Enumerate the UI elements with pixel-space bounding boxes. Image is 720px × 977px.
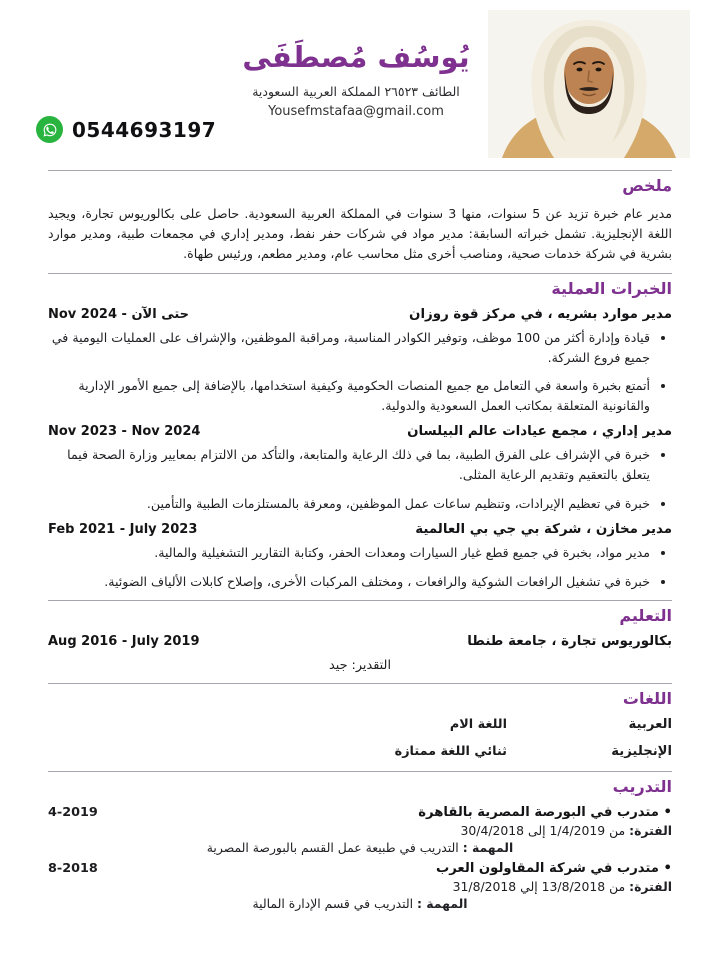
summary-text: مدير عام خبرة تزيد عن 5 سنوات، منها 3 سنوات في المملكة العربية السعودية. حاصل على بكالوريوس تجارة، ويجيد اللغة الإنجليزية. تشمل خبراته السابقة: مدير مواد في شركات حفر نفط، ومدير إداري في مجمعات طبية، ومدير موارد بشرية في شركة خدمات صحية، ومناصب أخرى مثل محاسب عام، ومدير مطعم، ورئيس طهاة. [48, 206, 672, 262]
job-entry [48, 307, 672, 415]
phone-contact[interactable] [36, 116, 216, 143]
degree-title: بكالوريوس تجارة ، جامعة طنطا [467, 634, 672, 650]
job-dates: Feb 2021 - July 2023 [48, 522, 198, 538]
period-value: من 1/4/2019 إلى 30/4/2018 [460, 823, 626, 839]
training-period [48, 879, 672, 894]
training-item [48, 861, 672, 911]
section-summary [48, 170, 672, 264]
job-title: مدير إداري ، مجمع عيادات عالم البيلسان [407, 424, 672, 440]
task-value: التدريب في قسم الإدارة المالية [252, 896, 414, 912]
training-heading: التدريب [612, 777, 672, 797]
training-header [48, 861, 672, 876]
language-row [48, 744, 672, 759]
resume-header [0, 0, 720, 170]
job-header [48, 522, 672, 537]
training-task [48, 896, 672, 911]
languages-heading: اللغات [622, 689, 672, 709]
job-dates: Nov 2023 - Nov 2024 [48, 424, 201, 440]
language-level: ثنائي اللغة ممتازة [394, 744, 507, 760]
job-bullet: • خبرة في الإشراف على الفرق الطبية، بما في ذلك الرعاية والمتابعة، والتأكد من الالتزام بمعايير وزارة الصحة فيما يتعلق بالتعقيم وتقديم الرعاية المثلى. [48, 445, 650, 484]
training-title: • متدرب في شركة المقاولون العرب [436, 861, 672, 876]
identity-block [236, 40, 476, 119]
job-bullet-list [48, 439, 672, 513]
job-bullet-list [48, 537, 672, 591]
job-bullet: • قيادة وإدارة أكثر من 100 موظف، وتوفير الكوادر المناسبة، ومراقبة الموظفين، والإشراف على العمليات اليومية في جميع فروع الشركة. [48, 328, 650, 367]
training-period [48, 823, 672, 838]
person-name: يُوسُف مُصطَفَى [242, 40, 470, 74]
job-bullet-list [48, 322, 672, 415]
job-bullet: • خبرة في تعظيم الإيرادات، وتنظيم ساعات عمل الموظفين، ومعرفة بالمستلزمات الطبية والتأمين. [48, 494, 650, 514]
language-level: اللغة الام [449, 717, 507, 733]
training-date: 8-2018 [48, 861, 98, 877]
section-experience [48, 273, 672, 591]
training-header [48, 805, 672, 820]
section-languages [48, 683, 672, 759]
resume-body [0, 170, 720, 911]
language-row [48, 717, 672, 732]
profile-photo [488, 10, 690, 158]
education-heading: التعليم [619, 606, 672, 626]
training-date: 4-2019 [48, 805, 98, 821]
education-dates: Aug 2016 - July 2019 [48, 634, 200, 650]
summary-heading: ملخص [622, 176, 672, 195]
education-grade: التقدير: جيد [329, 658, 391, 674]
email-address[interactable]: Yousefmstafaa@gmail.com [268, 103, 444, 119]
phone-number: 0544693197 [72, 117, 217, 142]
language-name: الإنجليزية [611, 744, 672, 760]
period-label: الفترة: [629, 823, 672, 839]
job-title: مدير موارد بشريه ، في مركز قوة روزان [409, 307, 672, 323]
job-bullet: • خبرة في تشغيل الرافعات الشوكية والرافعات ، ومختلف المركبات الأخرى، وإصلاح كابلات الألياف الضوئية. [48, 572, 650, 592]
job-header [48, 424, 672, 439]
job-bullet: • مدير مواد، بخبرة في جميع قطع غيار السيارات ومعدات الحفر، وكتابة التقارير التشغيلية والمالية. [48, 543, 650, 563]
section-training [48, 771, 672, 911]
period-label: الفترة: [629, 879, 672, 895]
education-header [48, 634, 672, 649]
job-title: مدير مخازن ، شركة بي جي بي العالمية [415, 522, 672, 538]
experience-heading: الخبرات العملية [551, 279, 672, 299]
job-header [48, 307, 672, 322]
training-title: • متدرب في البورصة المصرية بالقاهرة [418, 805, 672, 820]
job-dates: Nov 2024 - حتى الآن [48, 307, 190, 323]
whatsapp-icon [36, 116, 63, 143]
language-name: العربية [628, 717, 672, 733]
task-label: المهمة : [462, 840, 514, 856]
address-line: الطائف ٢٦٥٢٣ المملكة العربية السعودية [252, 83, 460, 99]
job-entry [48, 522, 672, 591]
training-item [48, 805, 672, 855]
job-bullet: • أتمتع بخبرة واسعة في التعامل مع جميع المنصات الحكومية وكيفية استخدامها، بالإضافة إلى جميع الأمور الإدارية والقانونية المتعلقة بمكاتب العمل السعودية والدولية. [48, 376, 650, 415]
period-value: من 13/8/2018 إلي 31/8/2018 [452, 879, 626, 895]
section-education [48, 600, 672, 673]
job-entry [48, 424, 672, 513]
training-task [48, 840, 672, 855]
task-label: المهمة : [417, 896, 468, 912]
task-value: التدريب في طبيعة عمل القسم بالبورصة المصرية [206, 840, 459, 856]
